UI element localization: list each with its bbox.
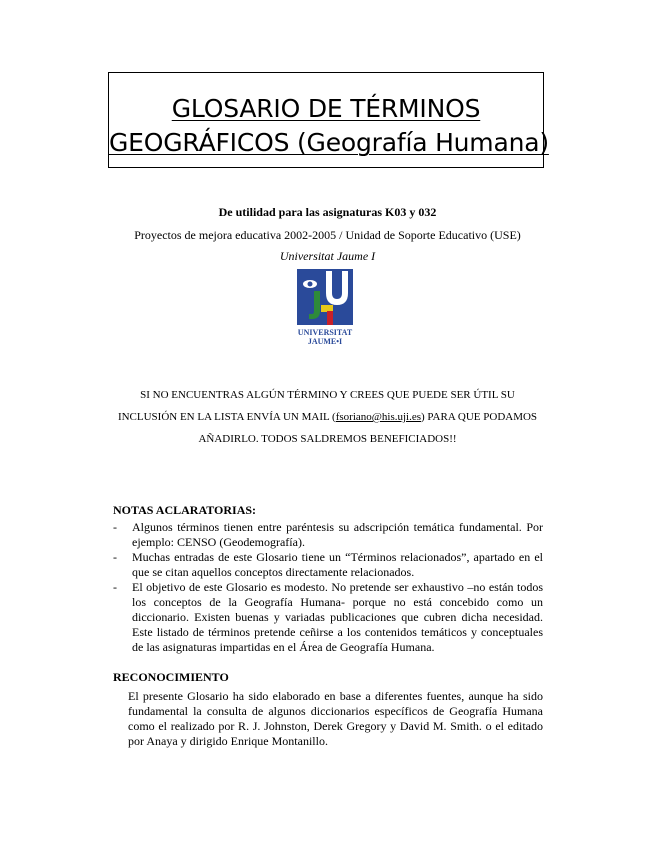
notice-line-1: SI NO ENCUENTRAS ALGÚN TÉRMINO Y CREES QUE PUEDE SER ÚTIL SU: [140, 389, 515, 401]
notes-item: [113, 550, 543, 580]
bullet-dash: -: [113, 550, 117, 564]
notice-line-3: AÑADIRLO. TODOS SALDREMOS BENEFICIADOS!!: [198, 433, 457, 445]
university-logo-icon: [297, 269, 353, 347]
university-name: Universitat Jaume I: [279, 249, 376, 263]
projects-line: Proyectos de mejora educativa 2002-2005 / Unidad de Soporte Educativo (USE): [134, 228, 521, 242]
acknowledgement-text: El presente Glosario ha sido elaborado en base a diferentes fuentes, aunque ha sido fundamental la consulta de algunos diccionarios específicos de Geografía Humana como el realizado por R. J. Johnston, Derek Gregory y David M. Smith. o el editado por Anaya y dirigido Enrique Montanillo.: [128, 689, 543, 748]
notes-item: [113, 580, 543, 655]
logo-text-2: JAUME•I: [307, 337, 343, 346]
title-line-1: GLOSARIO DE TÉRMINOS: [171, 94, 481, 123]
bullet-dash: -: [113, 520, 117, 534]
subtitle: De utilidad para las asignaturas K03 y 032: [218, 205, 437, 219]
email-link[interactable]: fsoriano@his.uji.es: [335, 411, 422, 423]
acknowledgement-heading: RECONOCIMIENTO: [113, 670, 229, 684]
logo-text-1: UNIVERSITAT: [297, 328, 353, 337]
university-logo: [297, 269, 353, 347]
title-line-2: GEOGRÁFICOS (Geografía Humana): [109, 128, 549, 157]
notes-heading: NOTAS ACLARATORIAS:: [113, 503, 257, 517]
notes-item-text: Algunos términos tienen entre paréntesis su adscripción temática fundamental. Por ejemplo: CENSO (Geodemografía).: [132, 520, 543, 549]
notice-line-2-start: INCLUSIÓN EN LA LISTA ENVÍA UN MAIL (: [117, 411, 336, 423]
bullet-dash: -: [113, 580, 117, 594]
notes-item-text: El objetivo de este Glosario es modesto. No pretende ser exhaustivo –no están todos los conceptos de la Geografía Humana- porque no está concebido como un diccionario. Existen buenas y variadas publicaciones que cubren dicha necesidad. Este listado de términos pretende ceñirse a los contenidos temáticos y conceptuales de las asignaturas impartidas en el Área de Geografía Humana.: [132, 580, 543, 654]
title-box: [108, 72, 549, 168]
notice-line-2-end: ) PARA QUE PODAMOS: [421, 411, 538, 423]
notice-line-2: [0, 411, 655, 423]
notes-list: [113, 520, 543, 655]
notes-item: [113, 520, 543, 550]
notes-item-text: Muchas entradas de este Glosario tiene un “Términos relacionados”, apartado en el que se citan aquellos conceptos directamente relacionados.: [132, 550, 543, 579]
